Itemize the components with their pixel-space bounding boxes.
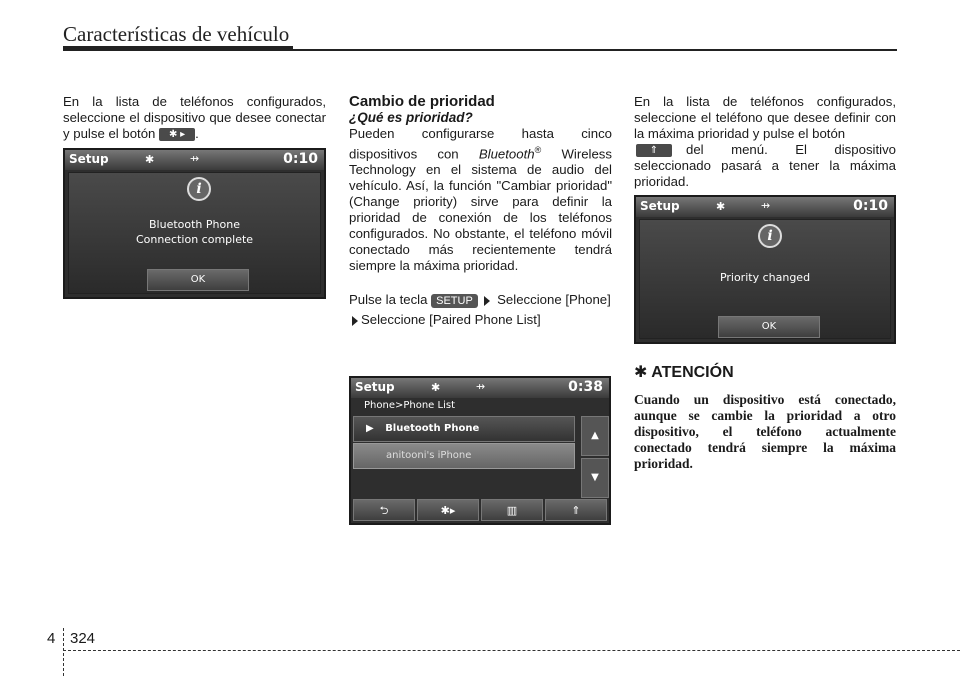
- list-item[interactable]: ▶ Bluetooth Phone: [353, 416, 575, 442]
- bluetooth-icon: ✱: [431, 381, 441, 394]
- screen-clock: 0:38: [568, 379, 603, 395]
- bottom-button-bar: [353, 499, 607, 521]
- back-icon: ⮌: [379, 504, 389, 517]
- priority-up-icon: ⇑: [571, 504, 581, 517]
- screen-status-bar: [65, 150, 324, 170]
- priority-key-icon: ⇑: [636, 144, 672, 157]
- screen-status-bar: [636, 197, 894, 217]
- bluetooth-icon: ✱: [716, 200, 726, 213]
- footer-divider-vertical: [63, 628, 65, 676]
- scroll-up-button[interactable]: [581, 416, 609, 456]
- triangle-down-icon: ▼: [591, 472, 599, 483]
- message-line-1: Bluetooth Phone: [149, 218, 240, 231]
- column-1: [63, 94, 326, 142]
- bluetooth-key-icon: ✱ ▸: [159, 128, 195, 141]
- chapter-number: 4: [47, 630, 56, 647]
- bluetooth-connect-button[interactable]: [417, 499, 479, 521]
- triangle-up-icon: ▲: [591, 430, 599, 441]
- col1-paragraph: En la lista de teléfonos configurados, seleccione el dispositivo que desee conectar y pulse el botón ✱ ▸ .: [63, 94, 326, 141]
- priority-button[interactable]: [545, 499, 607, 521]
- breadcrumb: Phone>Phone List: [364, 400, 455, 411]
- arrow-right-icon: [352, 316, 358, 326]
- bluetooth-icon: ✱▸: [440, 504, 456, 517]
- screen-title: Setup: [640, 199, 680, 213]
- usb-icon: ⇸: [476, 380, 486, 393]
- info-icon: i: [187, 177, 211, 201]
- attention-body: Cuando un dispositivo está conectado, aunque se cambie la prioridad a otro dispositivo, el teléfono actualmente conectado tendrá siempre la máxima prioridad.: [634, 392, 896, 471]
- screen-clock: 0:10: [283, 151, 318, 167]
- ok-button[interactable]: OK: [147, 269, 249, 291]
- trash-icon: ▥: [506, 504, 518, 517]
- attention-title: ✱ ATENCIÓN: [634, 364, 734, 381]
- screen-body: [68, 172, 321, 294]
- arrow-right-icon: [484, 296, 490, 306]
- section-title: Características de vehículo: [63, 22, 290, 46]
- col2-paragraph-2: Pulse la tecla SETUP Seleccione [Phone]Seleccione [Paired Phone List]: [349, 292, 611, 328]
- ok-button[interactable]: OK: [718, 316, 820, 338]
- screen-title: Setup: [355, 380, 395, 394]
- screen-body: [639, 219, 891, 339]
- scroll-down-button[interactable]: [581, 458, 609, 498]
- screen-title: Setup: [69, 152, 109, 166]
- screen-priority-changed: [634, 195, 896, 344]
- back-button[interactable]: [353, 499, 415, 521]
- message-line: Priority changed: [719, 271, 811, 284]
- subheading-what-is-priority: ¿Qué es prioridad?: [349, 110, 473, 125]
- delete-button[interactable]: [481, 499, 543, 521]
- info-icon: i: [758, 224, 782, 248]
- attention-box: [634, 362, 896, 472]
- bluetooth-icon: ✱: [145, 153, 155, 166]
- setup-key: SETUP: [431, 294, 478, 308]
- usb-icon: ⇸: [761, 199, 771, 212]
- usb-icon: ⇸: [190, 152, 200, 165]
- col3-paragraph: En la lista de teléfonos configurados, seleccione el teléfono que desee definir con la máxima prioridad y pulse el botón ⇑ del menú. El dispositivo seleccionado pasará a tener la máxima prioridad.: [634, 94, 896, 189]
- column-2: [349, 94, 612, 330]
- page-number: 324: [70, 630, 96, 647]
- col2-paragraph-1: Pueden configurarse hasta cinco dispositivos con Bluetooth® Wireless Technology en el sistema de audio del vehículo. Así, la función "Cambiar prioridad" (Change priority) sirve para definir la prioridad de conexión de los teléfonos configurados. No obstante, el teléfono móvil conectado más recientemente tendrá siempre la máxima prioridad.: [349, 126, 612, 274]
- footer-divider-horizontal: [63, 650, 960, 651]
- list-item[interactable]: anitooni's iPhone: [353, 443, 575, 469]
- screen-connection-complete: [63, 148, 326, 299]
- column-3: [634, 94, 896, 190]
- heading-change-priority: Cambio de prioridad: [349, 93, 495, 110]
- screen-clock: 0:10: [853, 198, 888, 214]
- header-rule: [63, 49, 897, 51]
- screen-phone-list: [349, 376, 611, 525]
- message-line-2: Connection complete: [135, 233, 254, 246]
- screen-status-bar: [351, 378, 609, 398]
- play-icon: ▶: [366, 423, 374, 434]
